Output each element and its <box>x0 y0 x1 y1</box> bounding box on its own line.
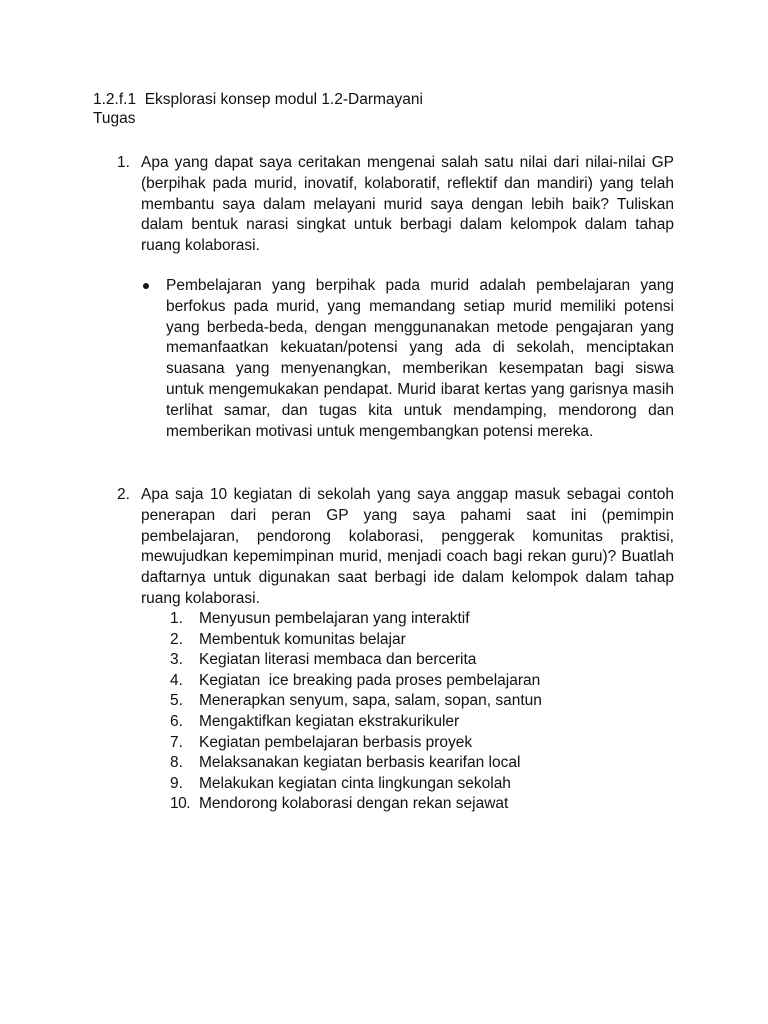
document-subtitle: Tugas <box>93 110 136 127</box>
list-item <box>170 733 650 754</box>
list-item-number: 4. <box>170 671 183 689</box>
list-item-label: Kegiatan literasi membaca dan bercerita <box>199 651 477 669</box>
list-item-number: 7. <box>170 733 183 751</box>
question-2-text: Apa saja 10 kegiatan di sekolah yang saya anggap masuk sebagai contoh penerapan dari peran GP yang saya pahami saat ini (pemimpin pembelajaran, pendorong kolaborasi, penggerak komunitas praktisi, mewujudkan kepemimpinan murid, menjadi coach bagi rekan guru)? Buatlah daftarnya untuk digunakan saat berbagi ide dalam kelompok dalam tahap ruang kolaborasi. <box>141 486 674 607</box>
list-item <box>170 650 650 671</box>
list-item <box>170 794 650 815</box>
question-1-number: 1. <box>117 154 130 171</box>
list-item-label: Kegiatan ice breaking pada proses pembelajaran <box>199 671 541 689</box>
document-title: 1.2.f.1 Eksplorasi konsep modul 1.2-Darmayani <box>93 91 423 108</box>
list-item-label: Membentuk komunitas belajar <box>199 630 406 648</box>
list-item-number: 10. <box>170 795 191 813</box>
list-item <box>170 712 650 733</box>
list-item-label: Kegiatan pembelajaran berbasis proyek <box>199 733 473 751</box>
list-item <box>170 671 650 692</box>
bullet-icon <box>143 283 149 289</box>
list-item <box>170 630 650 651</box>
list-item-label: Melakukan kegiatan cinta lingkungan sekolah <box>199 774 511 792</box>
list-item <box>170 774 650 795</box>
list-item-number: 9. <box>170 774 183 792</box>
list-item-label: Melaksanakan kegiatan berbasis kearifan local <box>199 754 521 772</box>
list-item-number: 3. <box>170 651 183 669</box>
list-item-number: 5. <box>170 692 183 710</box>
list-item <box>170 609 650 630</box>
list-item <box>170 753 650 774</box>
question-1-answer: Pembelajaran yang berpihak pada murid adalah pembelajaran yang berfokus pada murid, yang memandang setiap murid memiliki potensi yang berbeda-beda, dengan menggunanakan metode pengajaran yang memanfaatkan kekuatan/potensi yang ada di sekolah, menciptakan suasana yang menyenangkan, memberikan kesempatan bagi siswa untuk mengemukakan pendapat. Murid ibarat kertas yang garisnya masih terlihat samar, dan tugas kita untuk mendamping, mendorong dan memberikan motivasi untuk mengembangkan potensi mereka. <box>166 277 674 440</box>
list-item-number: 6. <box>170 712 183 730</box>
list-item-number: 2. <box>170 630 183 648</box>
list-item-label: Menyusun pembelajaran yang interaktif <box>199 610 470 627</box>
list-item-label: Menerapkan senyum, sapa, salam, sopan, santun <box>199 692 542 710</box>
list-item-number: 8. <box>170 754 183 772</box>
list-item-label: Mendorong kolaborasi dengan rekan sejawat <box>199 795 509 813</box>
list-item-label: Mengaktifkan kegiatan ekstrakurikuler <box>199 712 460 730</box>
list-item <box>170 691 650 712</box>
list-item-number: 1. <box>170 610 183 627</box>
question-2-number: 2. <box>117 486 130 503</box>
question-1-text: Apa yang dapat saya ceritakan mengenai salah satu nilai dari nilai-nilai GP (berpihak pada murid, inovatif, kolaboratif, reflektif dan mandiri) yang telah membantu saya dalam melayani murid saya dengan lebih baik? Tuliskan dalam bentuk narasi singkat untuk berbagi dalam kelompok dalam tahap ruang kolaborasi. <box>141 154 674 255</box>
activity-list <box>170 609 650 815</box>
